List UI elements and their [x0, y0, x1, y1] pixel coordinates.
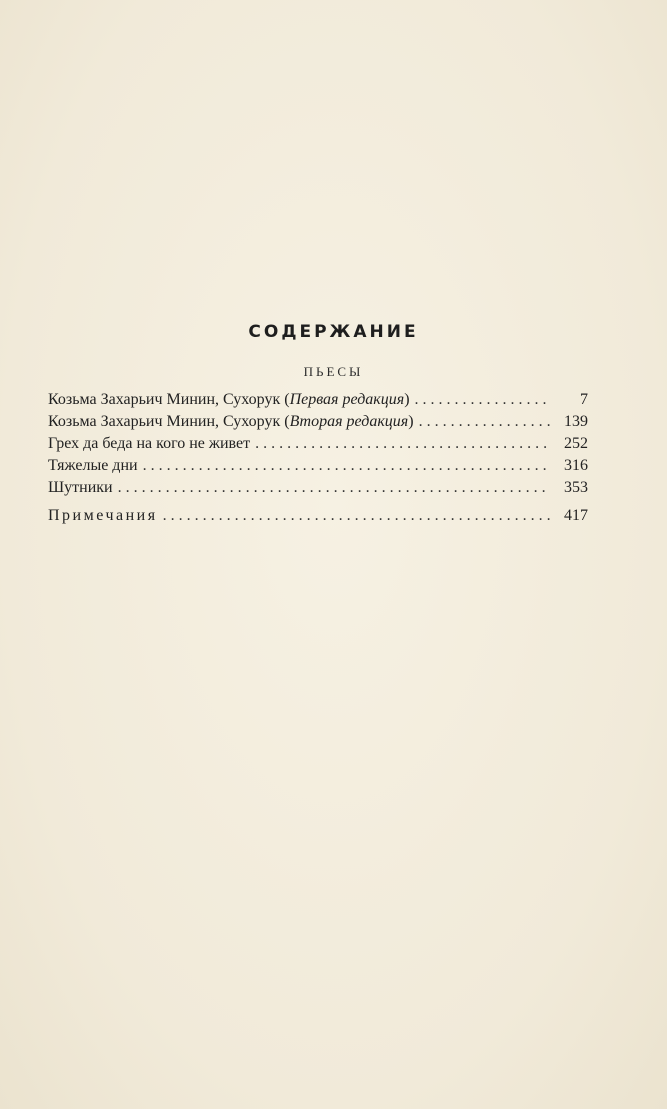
toc-entry-edition: Первая редакция: [289, 391, 405, 408]
toc-entry: [48, 479, 588, 501]
dot-leader: [113, 479, 550, 497]
toc-page-number: 316: [564, 457, 588, 474]
toc-entry-notes: [48, 507, 588, 529]
toc-entry-title: Козьма Захарьич Минин, Сухорук (Первая редакция): [48, 391, 410, 408]
toc-entry-title: Шутники: [48, 479, 113, 496]
dot-leader: [158, 507, 550, 525]
toc-entry-title: Грех да беда на кого не живет: [48, 435, 251, 452]
section-heading: ПЬЕСЫ: [303, 364, 364, 379]
toc-page-number: 353: [564, 479, 588, 496]
toc-page-number: 139: [564, 413, 588, 430]
toc-list: [48, 391, 588, 501]
dot-leader: [410, 391, 550, 409]
dot-leader: [414, 413, 550, 431]
toc-entry-title: Тяжелые дни: [48, 457, 138, 474]
toc-entry: [48, 391, 588, 413]
toc-notes: [48, 507, 588, 529]
dot-leader: [138, 457, 550, 475]
toc-page-number: 252: [564, 435, 588, 452]
toc-entry: [48, 435, 588, 457]
toc-entry: [48, 413, 588, 435]
toc-page-number: 7: [580, 391, 588, 408]
toc-entry-title: Примечания: [48, 507, 158, 524]
toc-entry: [48, 457, 588, 479]
dot-leader: [250, 435, 550, 453]
toc-entry-title: Козьма Захарьич Минин, Сухорук (Вторая редакция): [48, 413, 414, 430]
toc-entry-edition: Вторая редакция: [289, 413, 409, 430]
page-title: СОДЕРЖАНИЕ: [248, 322, 419, 342]
toc-page-number: 417: [564, 507, 588, 524]
